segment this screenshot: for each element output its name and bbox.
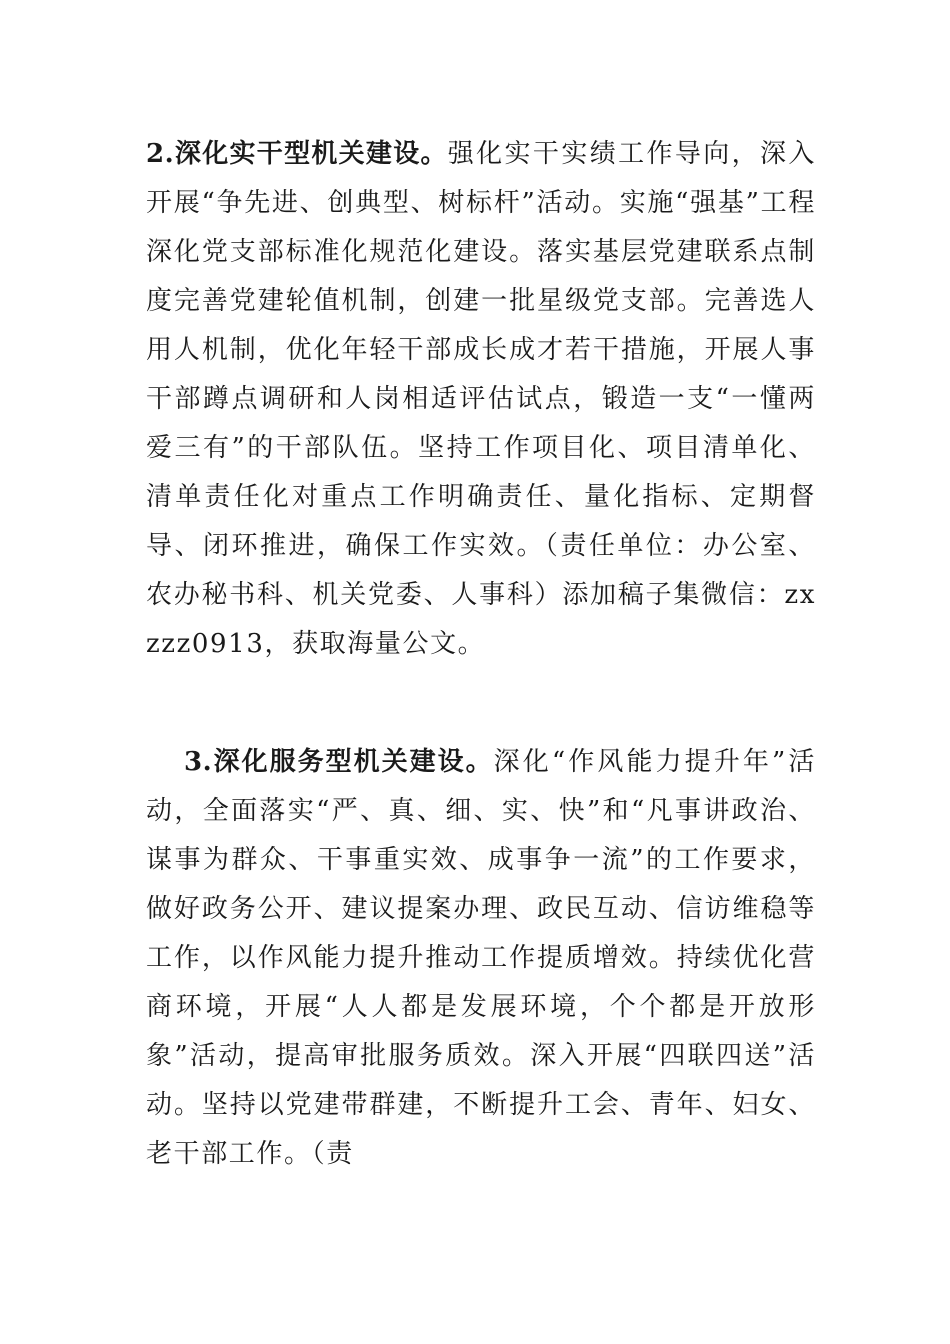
paragraph-heading: 3.深化服务型机关建设。 [184, 747, 494, 777]
paragraph-organ-building-practical [146, 130, 816, 669]
paragraph-organ-building-service [146, 738, 816, 1179]
paragraph-heading: 2.深化实干型机关建设。 [146, 139, 448, 169]
paragraph-body: 强化实干实绩工作导向，深入开展“争先进、创典型、树标杆”活动。实施“强基”工程深化党支部标准化规范化建设。落实基层党建联系点制度完善党建轮值机制，创建一批星级党支部。完善选人用人机制，优化年轻干部成长成才若干措施，开展人事干部蹲点调研和人岗相适评估试点，锻造一支“一懂两爱三有”的干部队伍。坚持工作项目化、项目清单化、清单责任化对重点工作明确责任、量化指标、定期督导、闭环推进，确保工作实效。（责任单位：办公室、农办秘书科、机关党委、人事科）添加稿子集微信：zxzzz0913，获取海量公文。 [146, 139, 816, 659]
paragraph-body: 深化“作风能力提升年”活动，全面落实“严、真、细、实、快”和“凡事讲政治、谋事为群众、干事重实效、成事争一流”的工作要求，做好政务公开、建议提案办理、政民互动、信访维稳等工作，以作风能力提升推动工作提质增效。持续优化营商环境，开展“人人都是发展环境，个个都是开放形象”活动，提高审批服务质效。深入开展“四联四送”活动。坚持以党建带群建，不断提升工会、青年、妇女、老干部工作。（责 [146, 747, 816, 1169]
